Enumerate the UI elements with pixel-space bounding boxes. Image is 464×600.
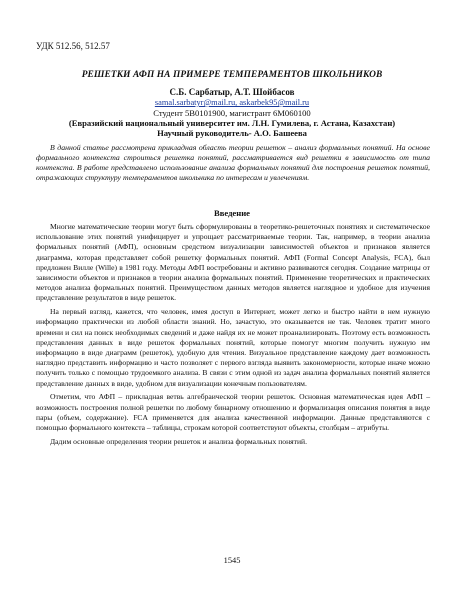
affiliation: (Евразийский национальный университет им. Л.Н. Гумилева, г. Астана, Казахстан)	[68, 118, 396, 128]
paragraph: Многие математические теории могут быть сформулированы в теоретико-решеточных понятиях и систематическое использование этих понятий унифицирует и упрощает рассматриваемые теории. Так, например, в теории анализа формальных понятий (АФП), основным средством визуализации зависимостей объектов и признаков является диаграмма, которая представляет собой решетку формальных понятий. АФП (Formal Concept Analysis, FCA), был предложен Вилле (Wille) в 1981 году. Методы АФП востребованы и активно развиваются сегодня. Создание матрицы от зависимости объектов и признаков в теории анализа формальных понятий. Применение теоретических и практических методов анализа формальных понятий. Преимуществом данных методов является наглядное и удобное для изучения представление результатов в виде решеток.	[36, 222, 430, 303]
abstract	[36, 143, 430, 183]
udk-code: УДК 512.56, 512.57	[36, 41, 110, 51]
abstract-text: В данной статье рассмотрена прикладная область теории решеток – анализ формальных понятий. На основе формального контекста строиться решетка понятий, рассматривается вид решетки в зависимость от типа контекста. В работе представлено использование анализа формальных понятий для построения решеток понятий, отражающих структуру темпераментов школьника по интересам и увлечениям.	[36, 143, 430, 183]
email-link[interactable]: samal.sarbatyr@mail.ru, askarbek95@mail.ru	[154, 98, 310, 107]
paper-title: РЕШЕТКИ АФП НА ПРИМЕРЕ ТЕМПЕРАМЕНТОВ ШКОЛЬНИКОВ	[81, 70, 383, 80]
author-status: Студент 5В0101900, магистрант 6М060100	[153, 108, 311, 118]
paragraph: Дадим основные определения теории решеток и анализа формальных понятий.	[50, 436, 307, 446]
section-heading: Введение	[214, 208, 250, 218]
page-number: 1545	[223, 556, 241, 565]
body-text	[36, 222, 430, 451]
supervisor: Научный руководитель- А.О. Башеева	[157, 128, 307, 138]
authors: С.Б. Сарбатыр, А.Т. Шойбасов	[169, 87, 295, 97]
paragraph: На первый взгляд, кажется, что человек, имея доступ в Интернет, может легко и быстро найти в нем нужную информацию практически из любой области знаний. Но, зачастую, это оказывается не так. Человек тратит много времени и сил на поиск необходимых сведений и даже найдя их не может проанализировать. Поэтому есть возможность представления данных в виде решеток формальных понятий, которые помогут многим получить нужную им информацию в виде диаграмм (решеток), удобную для чтения. Визуальное представление каждому дает возможность наглядно представить информацию и часто позволяет с первого взгляда выявить закономерности, которые иначе можно получить только с помощью трудоемкого анализа. В связи с этим одной из задач анализа формальных понятий является представление данных в виде, удобном для визуализации конечным пользователям.	[36, 307, 430, 388]
author-emails	[30, 98, 434, 108]
paragraph: Отметим, что АФП – прикладная ветвь алгебраической теории решеток. Основная математическая идея АФП – возможность построения полной решетки по любому бинарному отношению и формализация описания понятия в виде пары (объем, содержание). FCA применяется для анализа качественной информации. Данные представляются с помощью формального контекста – таблицы, строкам которой соответствуют объекты, столбцам – атрибуты.	[36, 392, 430, 433]
